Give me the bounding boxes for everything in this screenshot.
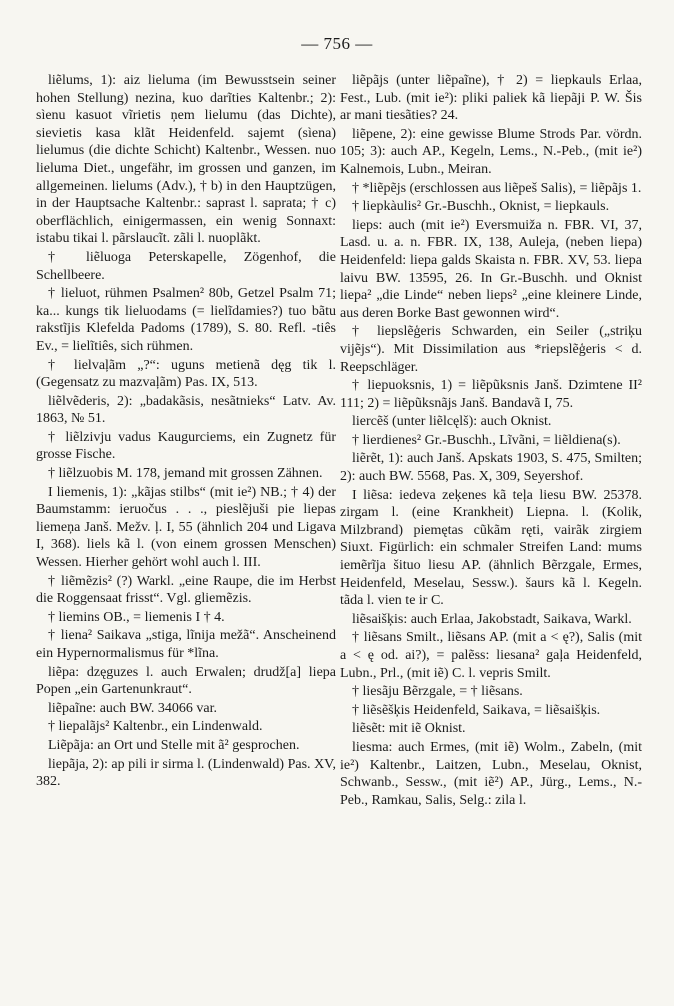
entry-lielums: liẽlums, 1): aiz lieluma (im Bewusstsein seiner hohen Stellung) nezina, kuo darĩties Kaltenbr.; 2): sìenu kasuot vĩrietis ņem lielumu (das Dichte), sievietis kasa klãt Heidenfeld. sajemt (sìena) lielumus (die dichte Schicht) Kaltenbr., Wessen. nuo lieluma Diet., ungefähr, im grossen und ganzen, im allgemeinen. lielums (Adv.), † b) in den Hauptzügen, in der Hauptsache Kaltenbr.: saprast l. saprata; † c) oberflächlich, einigermassen, ein wenig Sonnaxt: istabu tikai l. pãrslaucĩt. zãli l. nuoplãkt.: [36, 73, 336, 247]
entry-liemezis: † liẽmẽzis² (?) Warkl. „eine Raupe, die im Herbst die Roggensaat frisst“. Vgl. gliemẽzis.: [36, 573, 336, 607]
entry-lieluot: † lieluot, rühmen Psalmen² 80b, Getzel Psalm 71; ka... kungs tik lieluodams (= lielĩdamies?) tuo bãtu rakstĩjis Klefelda Padoms (1789), S. 80. Refl. -tiês Ev., = lielĩtiês, sich rühmen.: [36, 286, 336, 354]
entry-liepslegeris: † liepslẽģeris Schwarden, ein Seiler („striķu vijẽjs“). Mit Dissimilation aus *riepslẽģeris < d. Reepschläger.: [340, 324, 642, 375]
entry-liepajs: liẽpãjs (unter liẽpaĩne), † 2) = liepkauls Erlaa, Fest., Lub. (mit ie²): pliki paliek kã liepãji P. W. Šis ar mani tiesãties? 24.: [340, 73, 642, 124]
entry-lierdienes: † lierdienes² Gr.-Buschh., Lĩvãni, = liẽldiena(s).: [352, 432, 621, 448]
entry-liepaja: liepãja, 2): ap pili ir sirma l. (Lindenwald) Pas. XV, 382.: [36, 756, 336, 790]
entry-lieset: liẽsẽt: mit iẽ Oknist.: [352, 721, 466, 737]
entry-lielzivju: † liẽlzivju vadus Kaugurciems, ein Zugnetz für grosse Fische.: [36, 429, 336, 463]
entry-lierceks: liercẽš (unter liẽlcęlš): auch Oknist.: [352, 414, 552, 430]
entry-liesaiskis: liẽsaišķis: auch Erlaa, Jakobstadt, Saikava, Warkl.: [352, 611, 632, 627]
right-column: [340, 72, 642, 810]
entry-lieluoga: † liẽluoga Peterskapelle, Zögenhof, die Schellbeere.: [36, 249, 336, 283]
entry-lieret: liẽrẽt, 1): auch Janš. Apskats 1903, S. 475, Smilten; 2): auch BW. 5568, Pas. X, 309, Seyershof.: [340, 451, 642, 485]
page-number: — 756 —: [301, 34, 373, 53]
entry-liepene: liẽpene, 2): eine gewisse Blume Strods Par. vördn. 105; 3): auch AP., Kegeln, Lems., N.-Peb., (mit ie²) Kalnemois, Lubn., Meiran.: [340, 126, 642, 177]
entry-liepuoksnis: † liepuoksnis, 1) = liẽpũksnis Janš. Dzimtene II² 111; 2) = liẽpũksnãjs Janš. Bandavã I, 75.: [340, 378, 642, 411]
entry-liemins: † liemins OB., = liemenis I † 4.: [48, 609, 225, 625]
entry-liesesķis: † liẽsẽšķis Heidenfeld, Saikava, = liẽsaišķis.: [352, 702, 601, 718]
entry-liepaine: liẽpaĩne: auch BW. 34066 var.: [48, 700, 217, 716]
entry-liesma: liesma: auch Ermes, (mit iẽ) Wolm., Zabeln, (mit ie²) Kaltenbr., Laitzen, Lubn., Meselau, Oknist, Schwanb., Sessw., (mit iẽ²) AP., Jürg., Lems., N.-Peb., Ramkau, Salis, Selg.: zila l.: [340, 739, 642, 808]
entry-liesans: † liẽsans Smilt., liẽsans AP. (mit a < ę?), Salis (mit a < ę od. ai?), = palẽss: liesana² gaļa Heidenfeld, Lubn., Prl., (mit iẽ) C. l. vepris Smilt.: [340, 630, 642, 681]
entry-lielvaljam: † lielvaļãm „?“: uguns metienã dęg tik l. (Gegensatz zu mazvaļãm) Pas. IX, 513.: [36, 357, 336, 391]
entry-liepalajs: † liepalãjs² Kaltenbr., ein Lindenwald.: [48, 719, 263, 735]
entry-liena: † liena² Saikava „stiga, lĩnija mežã“. Anscheinend ein Hypernormalismus für *lĩna.: [36, 628, 336, 661]
left-column: [36, 72, 336, 792]
entry-lielzuobis: † liẽlzuobis M. 178, jemand mit grossen Zähnen.: [48, 466, 323, 482]
entry-liesa: I liẽsa: iedeva zeķenes kã teļa liesu BW. 25378. zirgam l. (eine Krankheit) Liepna. l. (Kolik, Milzbrand) piemętas cũkãm ręti, vairãk zirgiem Siuxt. Figürlich: ein schmaler Streifen Land: mums iemẽrĩja šituo liesu AP. (ähnlich Bẽrzgale, Ermes, Heidenfeld, Meselau, Sessw.). šaurs kã l. Kegeln. tãda l. vien te ir C.: [340, 487, 642, 609]
entry-lielvederis: liẽlvẽderis, 2): „badakãsis, nesãtnieks“ Latv. Av. 1863, № 51.: [36, 393, 336, 427]
entry-liemenis: I liemenis, 1): „kãjas stilbs“ (mit ie²) NB.; † 4) der Baumstamm: ieruočus . . ., pieslẽjuši pie liepas liemeņa Janš. Mežv. ļ. I, 55 (ähnlich 204 und Ligava I, 368). liels kã l. (von einem grossen Menschen) Wessen. Hierher gehört wohl auch l. III.: [36, 484, 336, 571]
entry-liepaja-place: Liẽpãja: an Ort und Stelle mit ã² gesprochen.: [48, 737, 300, 753]
entry-liesaju: † liesãju Bẽrzgale, = † liẽsans.: [352, 684, 523, 700]
entry-lieps: lieps: auch (mit ie²) Eversmuiža n. FBR. VI, 37, Lasd. u. a. n. FBR. IX, 138, Auleja, (neben liepa) Heidenfeld: liepa galds Skaista n. FBR. XV, 53. liepa laivu BW. 13595, 26. In Gr.-Buschh. und Oknist liepa² „die Linde“ neben lieps² „eine kleinere Linde, aus deren Borke Bast gewonnen wird“.: [340, 217, 642, 321]
entry-liepa: liẽpa: dzęguzes l. auch Erwalen; drudž[a] liepa Popen „ein Gartenunkraut“.: [36, 664, 336, 698]
entry-liepejs: † *liẽpẽjs (erschlossen aus liẽpeš Salis), = liẽpãjs 1.: [352, 180, 642, 196]
entry-liepkaulis: † liepkàulis² Gr.-Buschh., Oknist, = liepkauls.: [352, 199, 610, 215]
